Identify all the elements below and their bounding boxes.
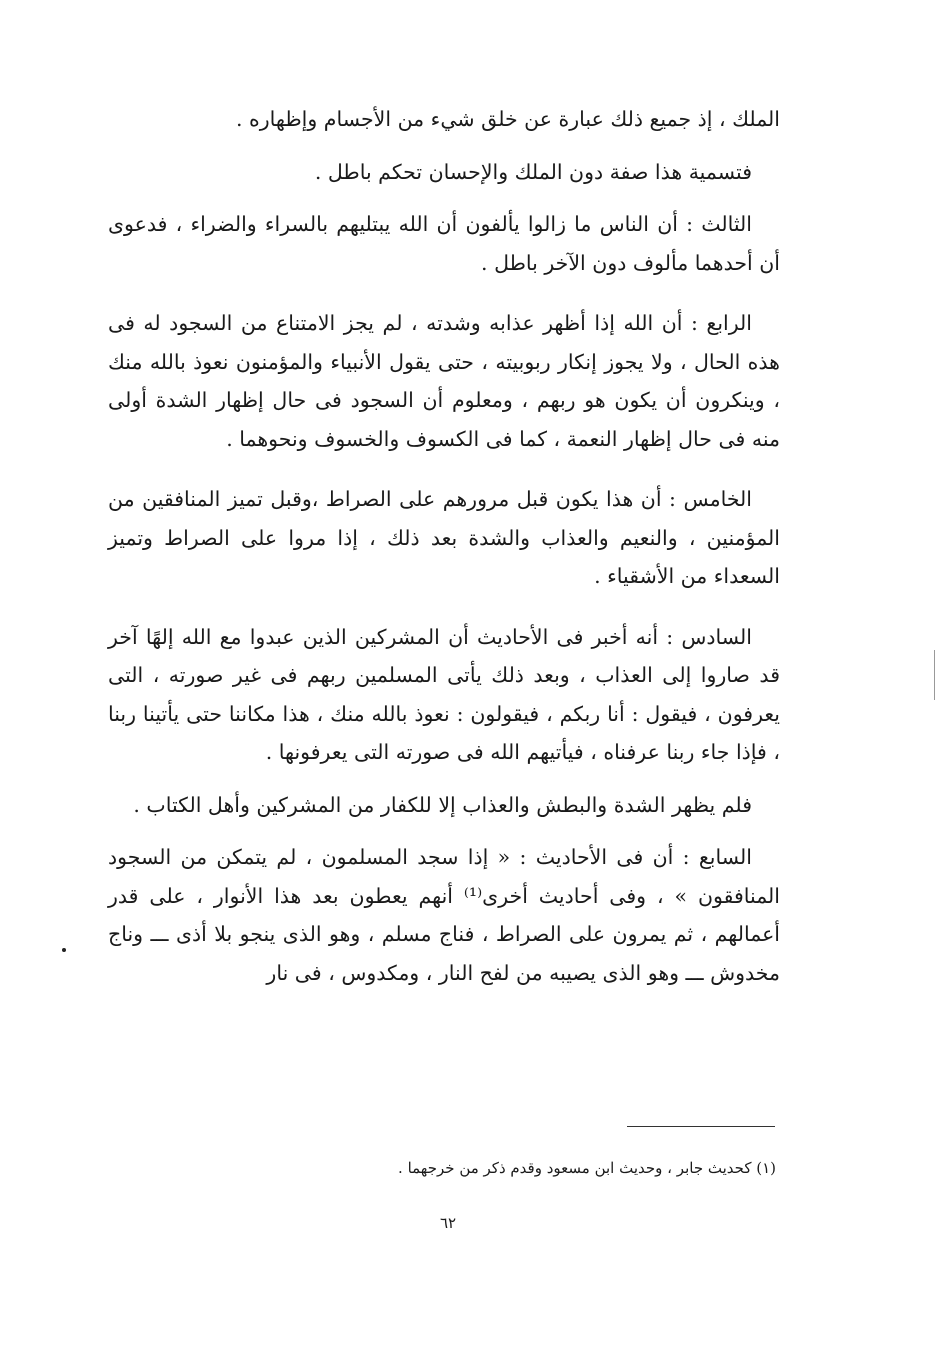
paragraph-conclusion: فلم يظهر الشدة والبطش والعذاب إلا للكفار من المشركين وأهل الكتاب . — [133, 792, 752, 817]
paragraph-sixth: السادس : أنه أخبر فى الأحاديث أن المشركين الذين عبدوا مع الله إلهًا آخر قد صاروا إلى العذاب ، وبعد ذلك يأتى المسلمين ربهم فى غير صورته ، التى يعرفون ، فيقول : أنا ربكم ، فيقولون : نعوذ بالله منك ، هذا مكاننا حتى يأتينا ربنا ، فإذا جاء ربنا عرفناه ، فيأتيهم الله فى صورته التى يعرفونها . — [108, 624, 780, 764]
scan-speck — [62, 948, 66, 952]
page-body — [108, 100, 780, 992]
footnote: (١) كحديث جابر ، وحديث ابن مسعود وقدم ذكر من خرجهما . — [398, 1159, 776, 1177]
paragraph-seventh: السابع : أن فى الأحاديث : « إذا سجد المسلمون ، لم يتمكن من السجود المنافقون » ، وفى أحاديث أخرى⁽¹⁾ أنهم يعطون بعد هذا الأنوار ، على قدر أعمالهم ، ثم يمرون على الصراط ، فناج مسلم ، وهو الذى ينجو بلا أذى ـــ وناج مخدوش ـــ وهو الذى يصيبه من لفح النار ، ومكدوس ، فى نار — [108, 845, 780, 985]
footnote-divider — [627, 1126, 775, 1127]
page-number: ٦٢ — [439, 1214, 457, 1232]
paragraph-fourth: الرابع : أن الله إذا أظهر عذابه وشدته ، لم يجز الامتناع من السجود له فى هذه الحال ، ولا يجوز إنكار ربوبيته ، حتى يقول الأنبياء والمؤمنون نعوذ بالله منك ، وينكرون أن يكون هو ربهم ، ومعلوم أن السجود فى حال إظهار الشدة أولى منه فى حال إظهار النعمة ، كما فى الكسوف والخسوف ونحوهما . — [108, 311, 780, 451]
scan-margin-mark — [934, 650, 935, 700]
paragraph-fifth: الخامس : أن هذا يكون قبل مرورهم على الصراط ،وقبل تميز المنافقين من المؤمنين ، والنعيم والعذاب والشدة بعد ذلك ، إذا مروا على الصراط وتميز السعداء من الأشقياء . — [108, 487, 780, 588]
paragraph-1: الملك ، إذ جميع ذلك عبارة عن خلق شيء من الأجسام وإظهاره . — [235, 107, 780, 131]
paragraph-2: فتسمية هذا صفة دون الملك والإحسان تحكم باطل . — [314, 159, 752, 184]
paragraph-third: الثالث : أن الناس ما زالوا يألفون أن الله يبتليهم بالسراء والضراء ، فدعوى أن أحدهما مألوف دون الآخر باطل . — [108, 212, 780, 275]
